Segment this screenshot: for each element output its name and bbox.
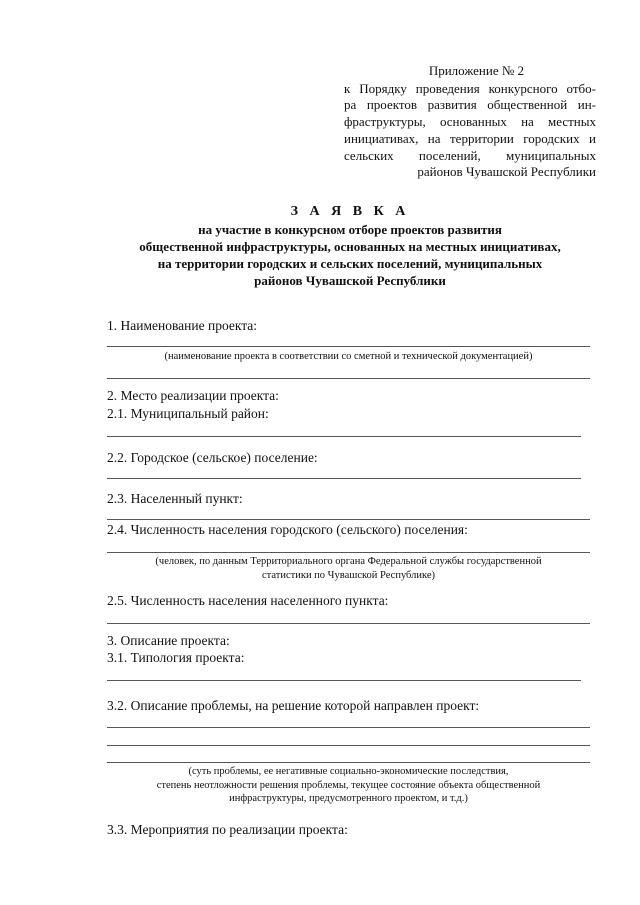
problem-description-field-1[interactable] bbox=[107, 727, 590, 728]
appendix-line: фраструктуры, основанных на местных bbox=[344, 114, 596, 130]
section-3-1-label: 3.1. Типология проекта: bbox=[107, 650, 245, 665]
project-name-field[interactable] bbox=[107, 346, 590, 347]
appendix-line: районов Чувашской Республики bbox=[417, 164, 596, 180]
problem-description-field-2[interactable] bbox=[107, 745, 590, 746]
section-2-4-label: 2.4. Численность населения городского (сельского) поселения: bbox=[107, 522, 468, 537]
section-2-5-label: 2.5. Численность населения населенного пункта: bbox=[107, 593, 389, 608]
locality-population-field[interactable] bbox=[107, 623, 590, 624]
heading-line: районов Чувашской Республики bbox=[254, 273, 446, 288]
section-2-label: 2. Место реализации проекта: bbox=[107, 388, 279, 403]
section-2-2-label: 2.2. Городское (сельское) поселение: bbox=[107, 450, 318, 465]
appendix-block bbox=[344, 63, 596, 181]
section-2-1-label: 2.1. Муниципальный район: bbox=[107, 406, 269, 421]
appendix-line: ра проектов развития общественной ин- bbox=[344, 97, 596, 113]
settlement-field[interactable] bbox=[107, 478, 581, 479]
section-3-3-label: 3.3. Мероприятия по реализации проекта: bbox=[107, 822, 348, 837]
document-heading bbox=[50, 203, 640, 289]
note-line: инфраструктуры, предусмотренного проектом, и т.д.) bbox=[229, 793, 468, 804]
problem-description-field-3[interactable] bbox=[107, 762, 590, 763]
appendix-line: инициативах, на территории городских и bbox=[344, 130, 596, 146]
settlement-population-field[interactable] bbox=[107, 552, 590, 553]
appendix-line: к Порядку проведения конкурсного отбо- bbox=[344, 80, 596, 96]
appendix-title: Приложение № 2 bbox=[428, 63, 524, 78]
note-line: статистики по Чувашской Республике) bbox=[262, 569, 435, 581]
section-2-4-note bbox=[107, 555, 590, 582]
note-line: (суть проблемы, ее негативные социально-экономические последствия, bbox=[188, 766, 509, 777]
section-3-2-label: 3.2. Описание проблемы, на решение которой направлен проект: bbox=[107, 698, 480, 713]
heading-line: общественной инфраструктуры, основанных на местных инициативах, bbox=[139, 239, 561, 254]
section-1-label: 1. Наименование проекта: bbox=[107, 318, 258, 333]
heading-line: на территории городских и сельских поселений, муниципальных bbox=[157, 256, 543, 271]
note-line: (человек, по данным Территориального органа Федеральной службы государственной bbox=[155, 556, 542, 567]
section-2-3-label: 2.3. Населенный пункт: bbox=[107, 491, 243, 506]
section-3-2-note bbox=[107, 765, 590, 806]
project-name-field-2[interactable] bbox=[107, 378, 590, 379]
section-3-label: 3. Описание проекта: bbox=[107, 633, 230, 648]
appendix-line: сельских поселений, муниципальных bbox=[344, 147, 596, 163]
note-line: степень неотложности решения проблемы, текущее состояние объекта общественной bbox=[156, 779, 541, 791]
appendix-body bbox=[344, 81, 596, 181]
section-1-note: (наименование проекта в соответствии со сметной и технической документацией) bbox=[164, 351, 533, 362]
heading-line: на участие в конкурсном отборе проектов развития bbox=[198, 222, 502, 237]
district-field[interactable] bbox=[107, 436, 581, 437]
project-type-field[interactable] bbox=[107, 680, 581, 681]
document-title: З А Я В К А bbox=[290, 204, 410, 219]
locality-field[interactable] bbox=[107, 519, 590, 520]
